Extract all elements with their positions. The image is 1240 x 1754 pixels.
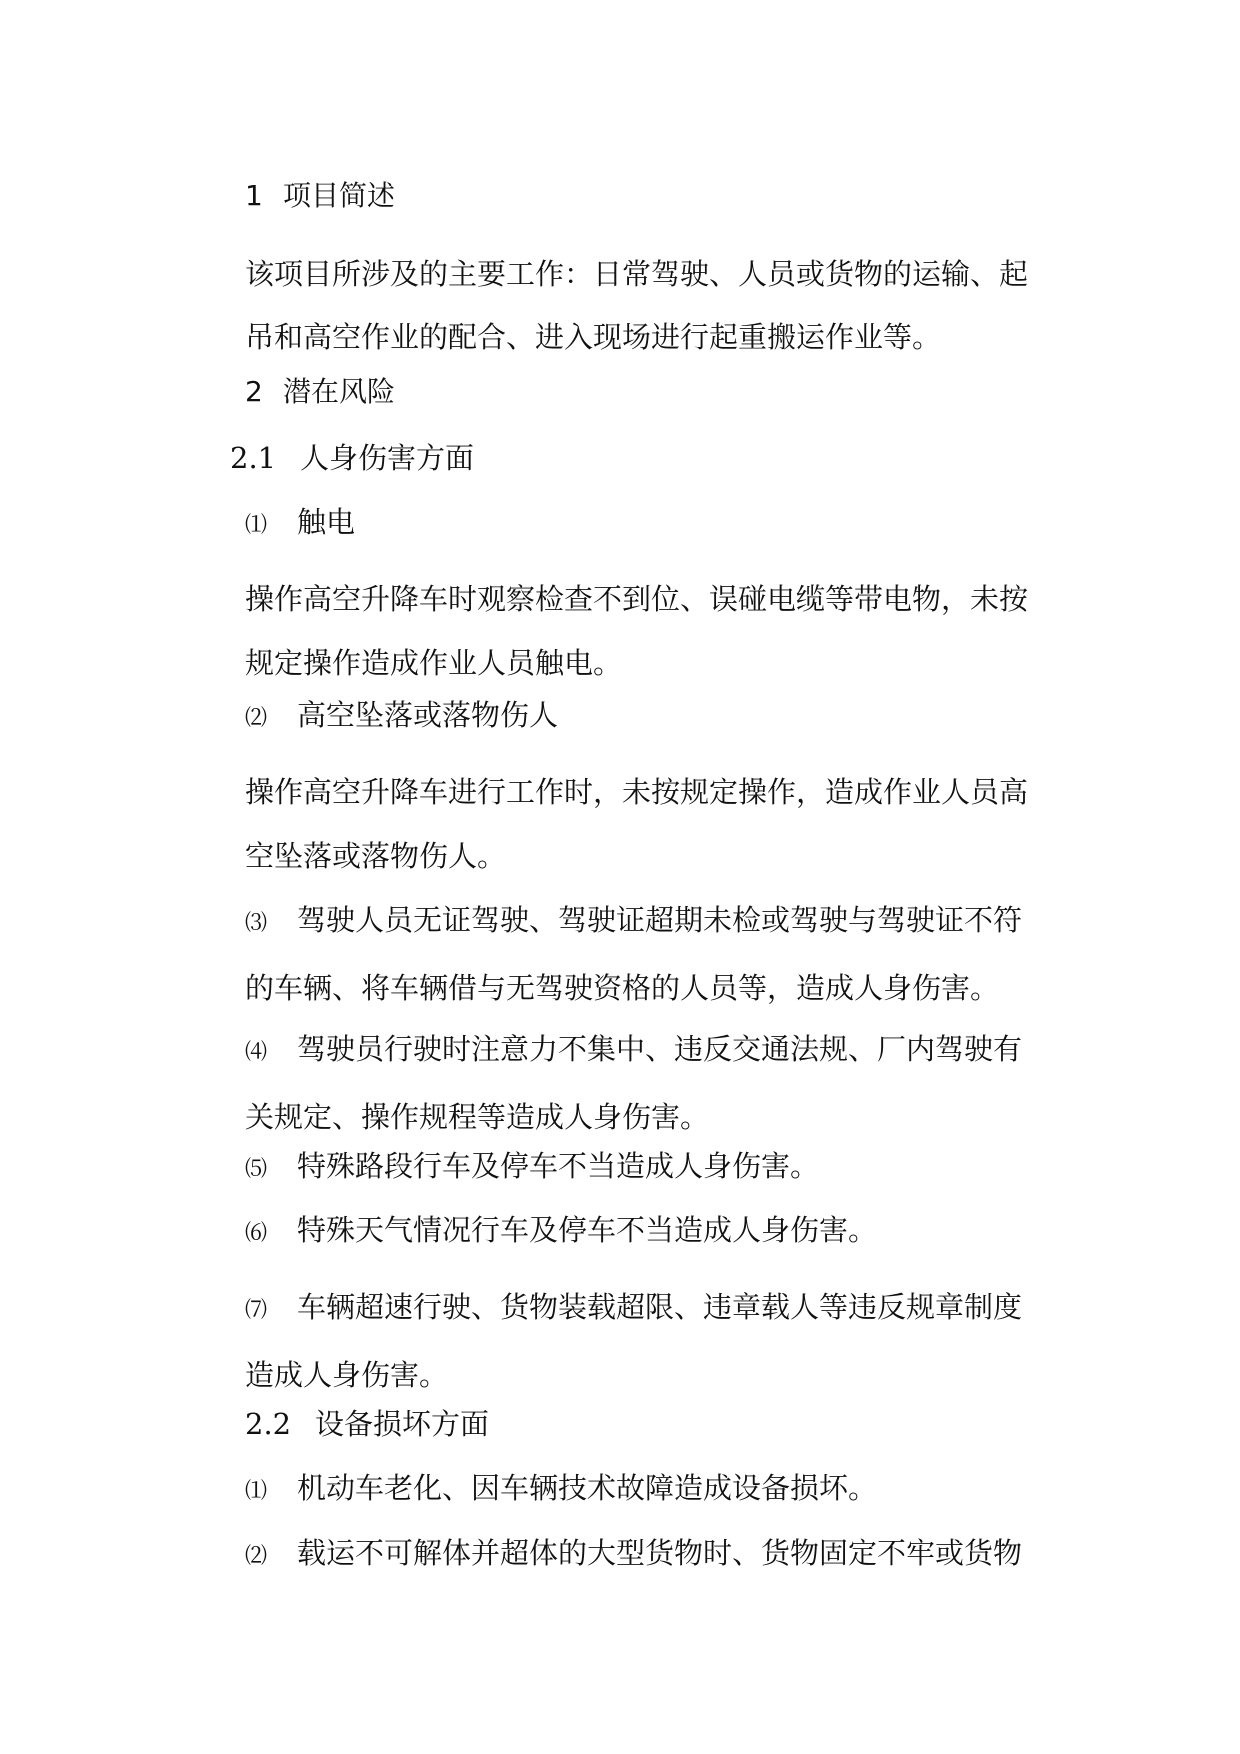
item-number: ⑸: [245, 1157, 268, 1182]
item-number: ⑵: [245, 706, 268, 731]
item-number: ⑶: [245, 911, 268, 936]
item-number: ⑷: [245, 1040, 268, 1065]
item-text: 特殊天气情况行车及停车不当造成人身伤害。: [297, 1213, 878, 1247]
subsection-2-2-heading: [245, 1404, 489, 1444]
body-paragraph: 该项目所涉及的主要工作：日常驾驶、人员或货物的运输、起吊和高空作业的配合、进入现场进行起重搬运作业等。: [245, 257, 1029, 354]
subsection-2-1-heading: [230, 438, 474, 478]
item-number: ⑹: [245, 1221, 268, 1246]
section-2-heading: [245, 372, 395, 412]
item-number: ⑺: [245, 1298, 268, 1323]
list-item: [245, 1468, 877, 1512]
item-text: 高空坠落或落物伤人: [297, 698, 559, 732]
section-title: 项目简述: [283, 179, 396, 212]
section-number: 1: [245, 179, 263, 212]
item-detail: [187, 760, 1047, 888]
item-number: ⑴: [245, 1479, 268, 1504]
list-item: [245, 1210, 877, 1254]
item-text: 载运不可解体并超体的大型货物时、货物固定不牢或货物: [297, 1536, 1023, 1570]
item-number: ⑵: [245, 1544, 268, 1569]
detail-text: 操作高空升降车时观察检查不到位、误碰电缆等带电物，未按规定操作造成作业人员触电。: [245, 582, 1029, 680]
section-1-heading: [245, 176, 395, 216]
list-item: [187, 888, 1047, 1020]
item-text: 特殊路段行车及停车不当造成人身伤害。: [297, 1149, 820, 1183]
list-item: [245, 1146, 819, 1190]
list-item: [245, 502, 355, 546]
section-1-body: [187, 243, 1047, 369]
list-item: [187, 1017, 1047, 1149]
detail-text: 操作高空升降车进行工作时，未按规定操作，造成作业人员高空坠落或落物伤人。: [245, 775, 1029, 873]
item-text: 机动车老化、因车辆技术故障造成设备损坏。: [297, 1471, 878, 1505]
list-item: [245, 1533, 1022, 1577]
subsection-number: 2.1: [230, 441, 277, 475]
item-detail: [187, 567, 1047, 695]
subsection-title: 人身伤害方面: [300, 441, 475, 475]
item-number: ⑴: [245, 513, 268, 538]
subsection-number: 2.2: [245, 1407, 292, 1441]
item-text: 触电: [297, 505, 356, 539]
item-text: 驾驶员行驶时注意力不集中、违反交通法规、厂内驾驶有关规定、操作规程等造成人身伤害。: [245, 1032, 1023, 1134]
list-item: [187, 1275, 1047, 1407]
item-text: 驾驶人员无证驾驶、驾驶证超期未检或驾驶与驾驶证不符的车辆、将车辆借与无驾驶资格的人员等，造成人身伤害。: [245, 903, 1023, 1005]
subsection-title: 设备损坏方面: [315, 1407, 490, 1441]
section-title: 潜在风险: [283, 375, 396, 408]
item-text: 车辆超速行驶、货物装载超限、违章载人等违反规章制度造成人身伤害。: [245, 1290, 1023, 1392]
list-item: [245, 695, 558, 739]
section-number: 2: [245, 375, 263, 408]
